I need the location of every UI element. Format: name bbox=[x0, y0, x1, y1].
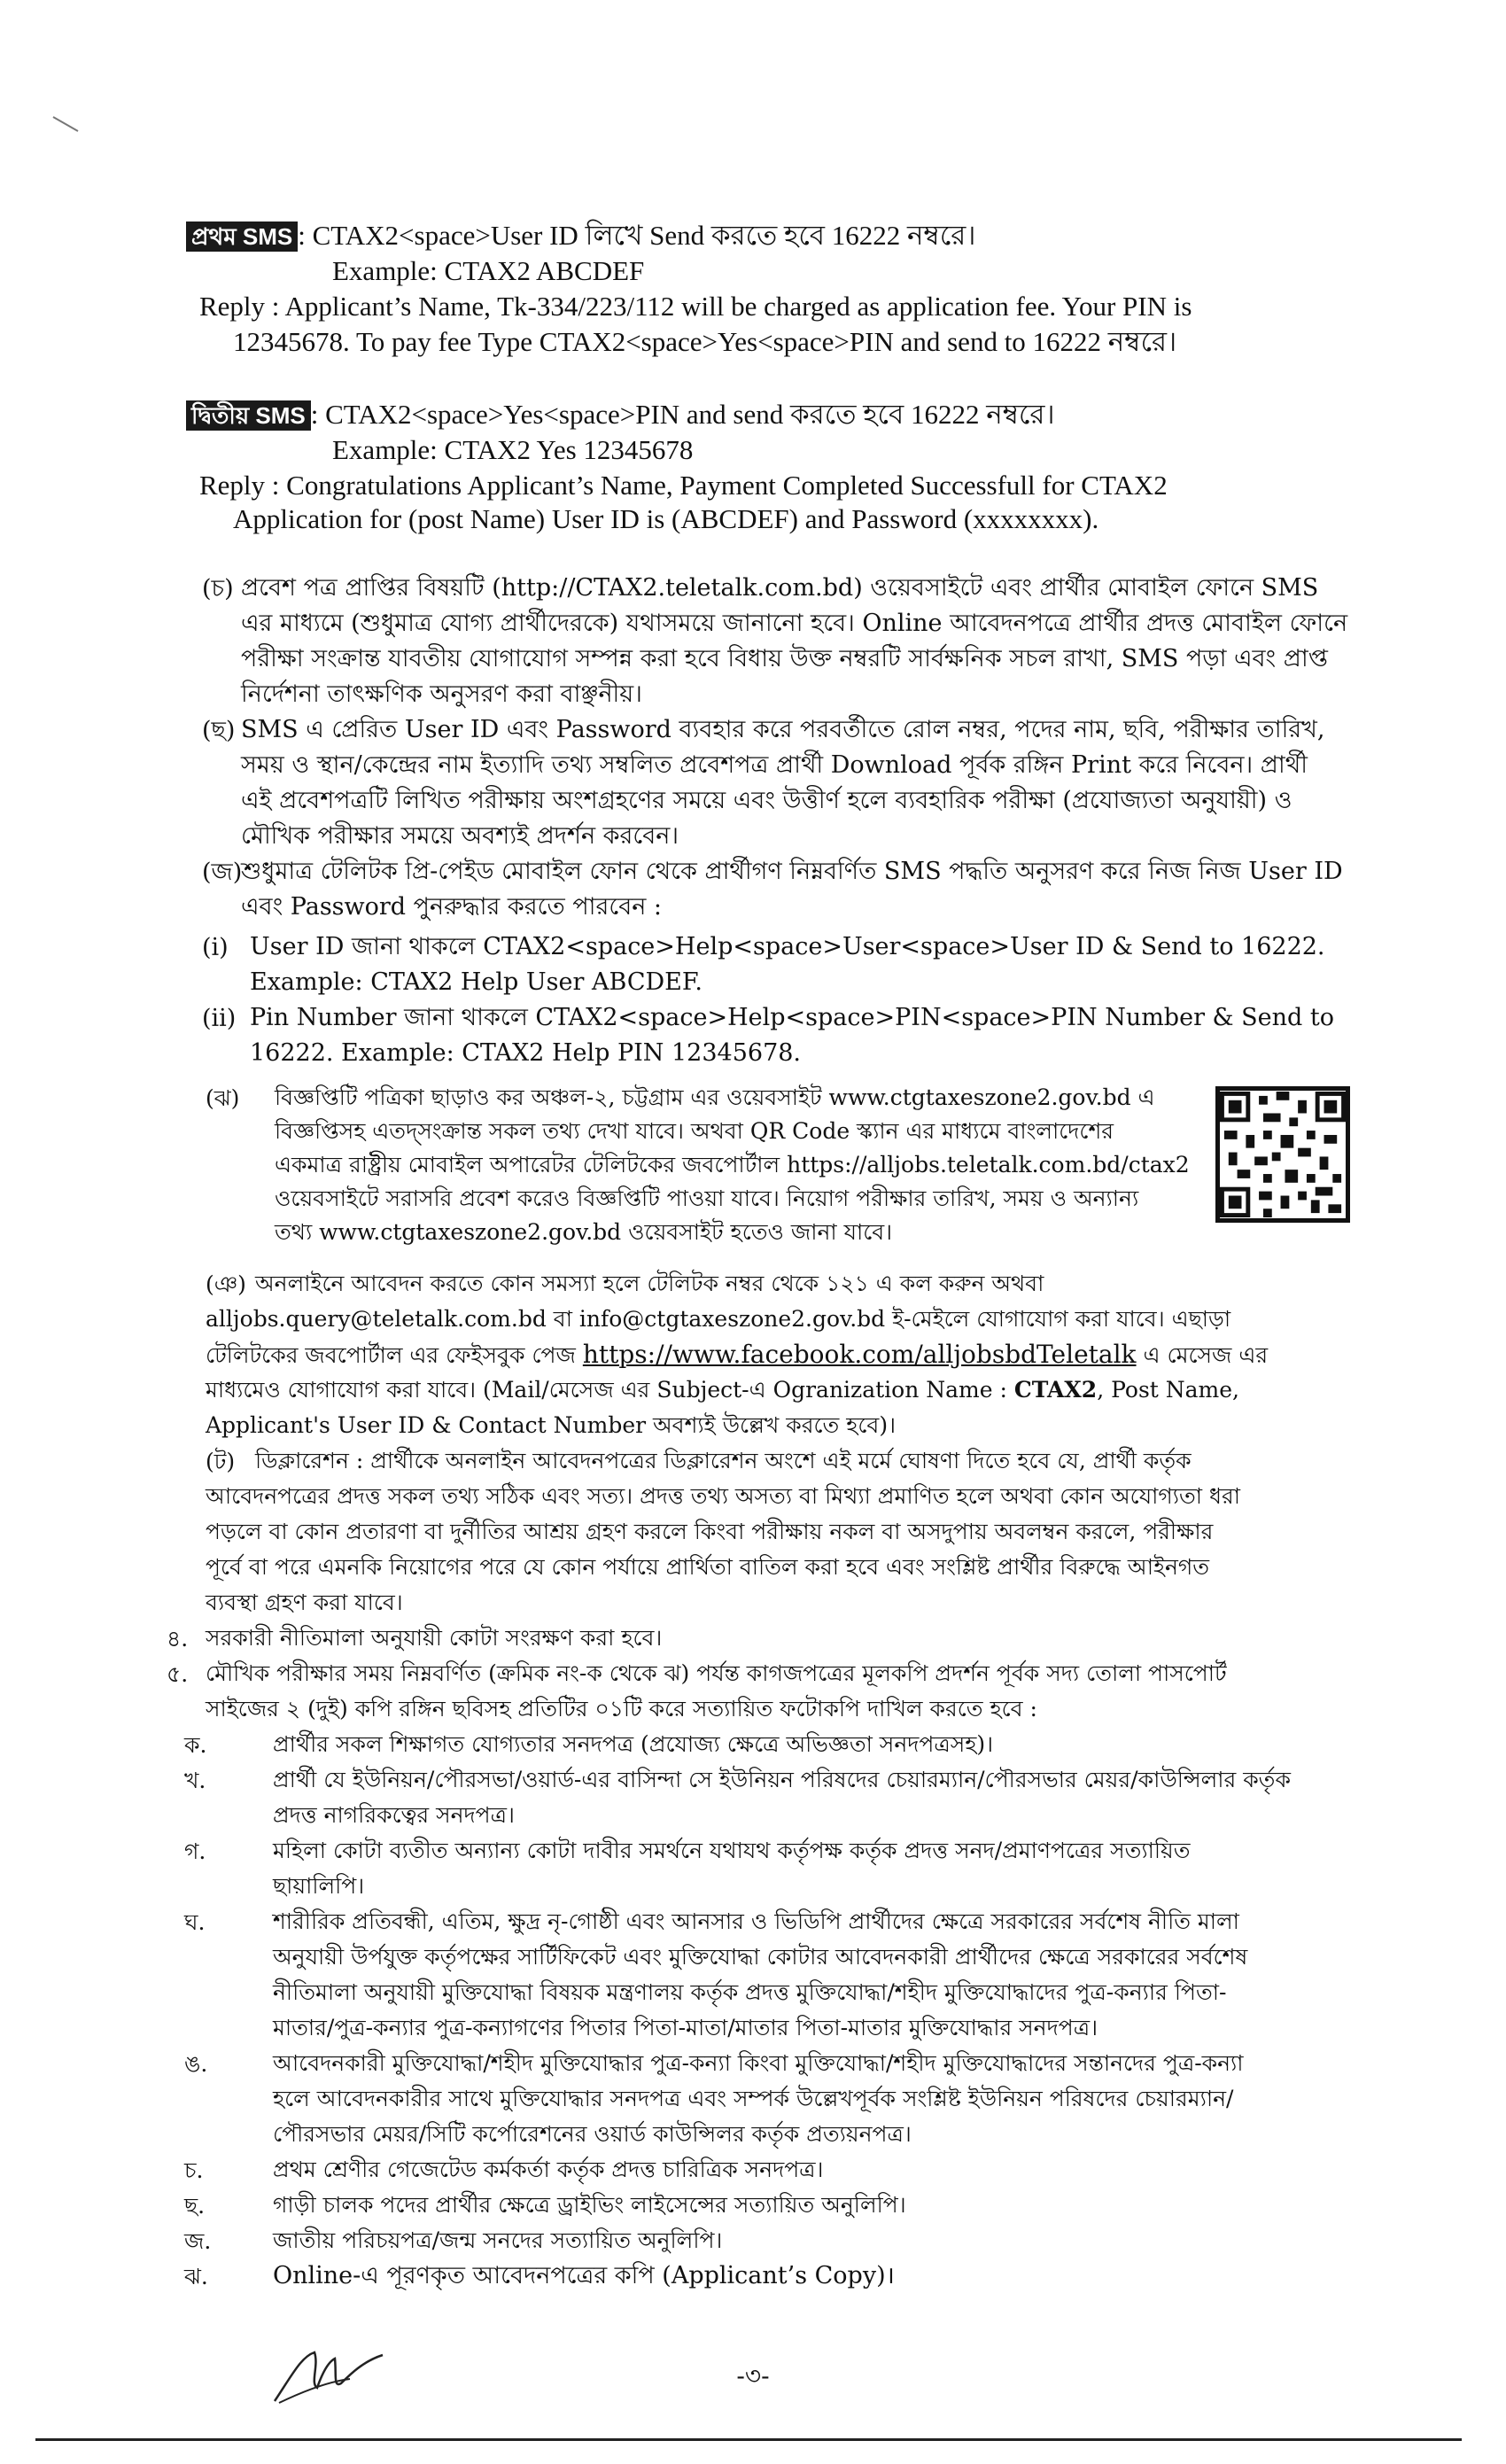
sub-item-label: ঙ. bbox=[184, 2051, 208, 2077]
sms1-example: Example: CTAX2 ABCDEF bbox=[332, 255, 645, 286]
nya-line-4 bbox=[206, 1373, 1239, 1407]
margin-mark bbox=[51, 113, 82, 136]
cha-label: (চ) bbox=[202, 575, 234, 602]
roman-i-line: Example: CTAX2 Help User ABCDEF. bbox=[250, 968, 703, 996]
roman-ii-line: Pin Number জানা থাকলে CTAX2<space>Help<space>PIN<space>PIN Number & Send to bbox=[250, 1004, 1335, 1031]
ta-line: পড়লে বা কোন প্রতারণা বা দুর্নীতির আশ্রয় গ্রহণ করলে কিংবা পরীক্ষায় নকল বা অসদুপায় অবলম্বন করলে, পরীক্ষার bbox=[206, 1519, 1214, 1544]
jha-line: বিজ্ঞপ্তিসহ এতদ্‌সংক্রান্ত সকল তথ্য দেখা যাবে। অথবা QR Code স্ক্যান এর মাধ্যমে বাংলাদেশের bbox=[275, 1118, 1114, 1144]
chha-line: সময় ও স্থান/কেন্দ্রের নাম ইত্যাদি তথ্য সম্বলিত প্রবেশপত্র প্রার্থী Download পূর্বক রঙ্গিন Print করে নিবেন। প্রার্থী bbox=[241, 751, 1308, 779]
sub-item-line: প্রার্থীর সকল শিক্ষাগত যোগ্যতার সনদপত্র (প্রযোজ্য ক্ষেত্রে অভিজ্ঞতা সনদপত্রসহ)। bbox=[273, 1731, 994, 1757]
roman-i-line: User ID জানা থাকলে CTAX2<space>Help<space>User<space>User ID & Send to 16222. bbox=[250, 933, 1325, 960]
sub-item-line: গাড়ী চালক পদের প্রার্থীর ক্ষেত্রে ড্রাইভিং লাইসেন্সের সত্যায়িত অনুলিপি। bbox=[273, 2192, 906, 2218]
cha-line: নির্দেশনা তাৎক্ষণিক অনুসরণ করা বাঞ্ছনীয়। bbox=[241, 680, 642, 708]
item-5-line: মৌখিক পরীক্ষার সময় নিম্নবর্ণিত (ক্রমিক নং-ক থেকে ঝ) পর্যন্ত কাগজপত্রের মূলকপি প্রদর্শন পূর্বক সদ্য তোলা পাসপোর্ট bbox=[206, 1660, 1227, 1686]
item-5-number: ৫. bbox=[167, 1661, 189, 1687]
ta-line: ব্যবস্থা গ্রহণ করা যাবে। bbox=[206, 1590, 403, 1615]
jha-label: (ঝ) bbox=[206, 1085, 240, 1111]
chha-line: SMS এ প্রেরিত User ID এবং Password ব্যবহার করে পরবর্তীতে রোল নম্বর, পদের নাম, ছবি, পরীক্ষার তারিখ, bbox=[241, 716, 1325, 743]
sms1-tag: প্রথম SMS bbox=[186, 222, 298, 252]
sub-item-label: ঘ. bbox=[184, 1909, 206, 1935]
sub-item-line: পৌরসভার মেয়র/সিটি কর্পোরেশনের ওয়ার্ড কাউন্সিলর কর্তৃক প্রত্যয়নপত্র। bbox=[273, 2121, 912, 2147]
sub-item-label: চ. bbox=[184, 2157, 204, 2183]
sms1-text: : CTAX2<space>User ID লিখে Send করতে হবে 16222 নম্বরে। bbox=[298, 220, 976, 251]
org-name: CTAX2 bbox=[1013, 1377, 1098, 1403]
nya-line-2: alljobs.query@teletalk.com.bd বা info@ctgtaxeszone2.gov.bd ই-মেইলে যোগাযোগ করা যাবে। এছাড়া bbox=[206, 1306, 1231, 1332]
nya-line-3-text: টেলিটকের জবপোর্টাল এর ফেইসবুক পেজ bbox=[206, 1342, 583, 1368]
roman-ii-line: 16222. Example: CTAX2 Help PIN 12345678. bbox=[250, 1039, 802, 1067]
item-4-number: ৪. bbox=[167, 1626, 189, 1652]
sms1-reply-1: Reply : Applicant’s Name, Tk-334/223/112 will be charged as application fee. Your PIN is bbox=[199, 291, 1192, 322]
sub-item-line: প্রথম শ্রেণীর গেজেটেড কর্মকর্তা কর্তৃক প্রদত্ত চারিত্রিক সনদপত্র। bbox=[273, 2157, 824, 2182]
ta-line: আবেদনপত্রের প্রদত্ত সকল তথ্য সঠিক এবং সত্য। প্রদত্ত তথ্য অসত্য বা মিথ্যা প্রমাণিত হলে অথবা কোন অযোগ্যতা ধরা bbox=[206, 1483, 1240, 1509]
cha-line: এর মাধ্যমে (শুধুমাত্র যোগ্য প্রার্থীদেরকে) যথাসময়ে জানানো হবে। Online আবেদনপত্রে প্রার্থীর প্রদত্ত মোবাইল ফোনে bbox=[241, 610, 1348, 637]
nya-line-4-text: মাধ্যমেও যোগাযোগ করা যাবে। (Mail/মেসেজ এর Subject-এ Ogranization Name : bbox=[206, 1377, 1014, 1403]
ja-line: শুধুমাত্র টেলিটক প্রি-পেইড মোবাইল ফোন থেকে প্রার্থীগণ নিম্নবর্ণিত SMS পদ্ধতি অনুসরণ করে নিজ নিজ User ID bbox=[241, 858, 1343, 885]
sms2-reply-1: Reply : Congratulations Applicant’s Name, Payment Completed Successfull for CTAX2 bbox=[199, 470, 1168, 501]
sms2-text: : CTAX2<space>Yes<space>PIN and send করতে হবে 16222 নম্বরে। bbox=[310, 399, 1055, 430]
sub-item-label: ছ. bbox=[184, 2193, 206, 2219]
item-4-text: সরকারী নীতিমালা অনুযায়ী কোটা সংরক্ষণ করা হবে। bbox=[206, 1625, 663, 1651]
nya-line-3 bbox=[206, 1338, 1268, 1372]
chha-line: মৌখিক পরীক্ষার সময়ে অবশ্যই প্রদর্শন করবেন। bbox=[241, 822, 679, 850]
sms1-reply-2: 12345678. To pay fee Type CTAX2<space>Yes<space>PIN and send to 16222 নম্বরে। bbox=[233, 326, 1177, 357]
jha-line: বিজ্ঞপ্তিটি পত্রিকা ছাড়াও কর অঞ্চল-২, চট্টগ্রাম এর ওয়েবসাইট www.ctgtaxeszone2.gov.bd এ bbox=[275, 1084, 1155, 1110]
qr-code-graphic bbox=[1220, 1091, 1346, 1218]
sub-item-label: জ. bbox=[184, 2228, 212, 2254]
nya-line-3-tail: এ মেসেজ এর bbox=[1136, 1342, 1269, 1368]
jha-line: ওয়েবসাইটে সরাসরি প্রবেশ করেও বিজ্ঞপ্তিটি পাওয়া যাবে। নিয়োগ পরীক্ষার তারিখ, সময় ও অন্যান্য bbox=[275, 1185, 1139, 1211]
bottom-rule bbox=[35, 2438, 1462, 2441]
sub-item-line: আবেদনকারী মুক্তিযোদ্ধা/শহীদ মুক্তিযোদ্ধার পুত্র-কন্যা কিংবা মুক্তিযোদ্ধা/শহীদ মুক্তিযোদ্ধাদের সন্তানদের পুত্র-কন্যা bbox=[273, 2050, 1244, 2076]
ta-line: ডিক্লারেশন : প্রার্থীকে অনলাইন আবেদনপত্রের ডিক্লারেশন অংশে এই মর্মে ঘোষণা দিতে হবে যে, প্রার্থী কর্তৃক bbox=[255, 1448, 1192, 1473]
sub-item-line: শারীরিক প্রতিবন্ধী, এতিম, ক্ষুদ্র নৃ-গোষ্ঠী এবং আনসার ও ভিডিপি প্রার্থীদের ক্ষেত্রে সরকারের সর্বশেষ নীতি মালা bbox=[273, 1908, 1239, 1934]
sub-item-label: গ. bbox=[184, 1838, 206, 1864]
ja-label: (জ) bbox=[202, 859, 243, 886]
nya-line-1: অনলাইনে আবেদন করতে কোন সমস্যা হলে টেলিটক নম্বর থেকে ১২১ এ কল করুন অথবা bbox=[255, 1271, 1044, 1296]
sub-item-label: খ. bbox=[184, 1768, 206, 1793]
sms2-reply-2: Application for (post Name) User ID is (ABCDEF) and Password (xxxxxxxx). bbox=[233, 503, 1099, 534]
sub-item-line: অনুযায়ী উর্পযুক্ত কর্তৃপক্ষের সার্টিফিকেট এবং মুক্তিযোদ্ধা কোটার আবেদনকারী প্রার্থীদের ক্ষেত্রে সরকারের সর্বশেষ bbox=[273, 1944, 1248, 1970]
sms2-line bbox=[186, 397, 1055, 432]
jha-line: একমাত্র রাষ্ট্রীয় মোবাইল অপারেটর টেলিটকের জবপোর্টাল https://alljobs.teletalk.com.bd/ctax2 bbox=[275, 1152, 1190, 1178]
cha-line: প্রবেশ পত্র প্রাপ্তির বিষয়টি (http://CTAX2.teletalk.com.bd) ওয়েবসাইটে এবং প্রার্থীর মোবাইল ফোনে SMS bbox=[241, 574, 1319, 602]
jha-line: তথ্য www.ctgtaxeszone2.gov.bd ওয়েবসাইট হতেও জানা যাবে। bbox=[275, 1219, 893, 1245]
nya-line-5: Applicant's User ID & Contact Number অবশ্যই উল্লেখ করতে হবে)। bbox=[206, 1412, 897, 1438]
ja-line: এবং Password পুনরুদ্ধার করতে পারবেন : bbox=[241, 893, 663, 921]
sms1-line bbox=[186, 218, 975, 253]
sub-item-line: Online-এ পূরণকৃত আবেদনপত্রের কপি (Applicant’s Copy)। bbox=[273, 2262, 895, 2289]
sub-item-line: নীতিমালা অনুযায়ী মুক্তিযোদ্ধা বিষয়ক মন্ত্রণালয় কর্তৃক প্রদত্ত মুক্তিযোদ্ধা/শহীদ মুক্তিযোদ্ধাদের পুত্র-কন্যার পিতা- bbox=[273, 1979, 1227, 2005]
sub-item-line: প্রার্থী যে ইউনিয়ন/পৌরসভা/ওয়ার্ড-এর বাসিন্দা সে ইউনিয়ন পরিষদের চেয়ারম্যান/পৌরসভার মেয়র/কাউন্সিলার কর্তৃক bbox=[273, 1767, 1291, 1792]
sub-item-line: মাতার/পুত্র-কন্যার পুত্র-কন্যাগণের পিতার পিতা-মাতা/মাতার পিতা-মাতার মুক্তিযোদ্ধার সনদপত্র। bbox=[273, 2015, 1098, 2040]
sub-item-line: জাতীয় পরিচয়পত্র/জন্ম সনদের সত্যায়িত অনুলিপি। bbox=[273, 2227, 723, 2253]
sub-item-line: মহিলা কোটা ব্যতীত অন্যান্য কোটা দাবীর সমর্থনে যথাযথ কর্তৃপক্ষ কর্তৃক প্রদত্ত সনদ/প্রমাণপত্রের সত্যায়িত bbox=[273, 1838, 1191, 1863]
nya-label: (ঞ) bbox=[206, 1271, 246, 1297]
item-5-line: সাইজের ২ (দুই) কপি রঙ্গিন ছবিসহ প্রতিটির ০১টি করে সত্যায়িত ফটোকপি দাখিল করতে হবে : bbox=[206, 1696, 1037, 1722]
qr-code[interactable] bbox=[1215, 1086, 1350, 1223]
sub-item-line: হলে আবেদনকারীর সাথে মুক্তিযোদ্ধার সনদপত্র এবং সম্পর্ক উল্লেখপূর্বক সংশ্লিষ্ট ইউনিয়ন পরিষদের চেয়ারম্যান/ bbox=[273, 2086, 1234, 2111]
ta-line: পূর্বে বা পরে এমনকি নিয়োগের পরে যে কোন পর্যায়ে প্রার্থিতা বাতিল করা হবে এবং সংশ্লিষ্ট প্রার্থীর বিরুদ্ধে আইনগত bbox=[206, 1554, 1210, 1580]
roman-ii-label: (ii) bbox=[202, 1005, 237, 1032]
page-number: -৩- bbox=[736, 2361, 770, 2390]
sms2-tag: দ্বিতীয় SMS bbox=[186, 400, 311, 431]
sub-item-line: প্রদত্ত নাগরিকত্বের সনদপত্র। bbox=[273, 1802, 515, 1828]
sub-item-label: ক. bbox=[184, 1732, 207, 1758]
facebook-link[interactable]: https://www.facebook.com/alljobsbdTeletalk bbox=[582, 1340, 1137, 1369]
ta-label: (ট) bbox=[206, 1449, 236, 1474]
sub-item-label: ঝ. bbox=[184, 2264, 208, 2289]
sub-item-line: ছায়ালিপি। bbox=[273, 1873, 365, 1899]
sms2-example: Example: CTAX2 Yes 12345678 bbox=[332, 434, 694, 465]
chha-line: এই প্রবেশপত্রটি লিখিত পরীক্ষায় অংশগ্রহণের সময়ে এবং উত্তীর্ণ হলে ব্যবহারিক পরীক্ষা (প্রযোজ্যতা অনুযায়ী) ও bbox=[241, 787, 1293, 814]
chha-label: (ছ) bbox=[202, 717, 236, 744]
cha-line: পরীক্ষা সংক্রান্ত যাবতীয় যোগাযোগ সম্পন্ন করা হবে বিধায় উক্ত নম্বরটি সার্বক্ষনিক সচল রাখা, SMS পড়া এবং প্রাপ্ত bbox=[241, 645, 1328, 672]
roman-i-label: (i) bbox=[202, 934, 229, 961]
nya-line-4-tail: , Post Name, bbox=[1097, 1377, 1239, 1403]
